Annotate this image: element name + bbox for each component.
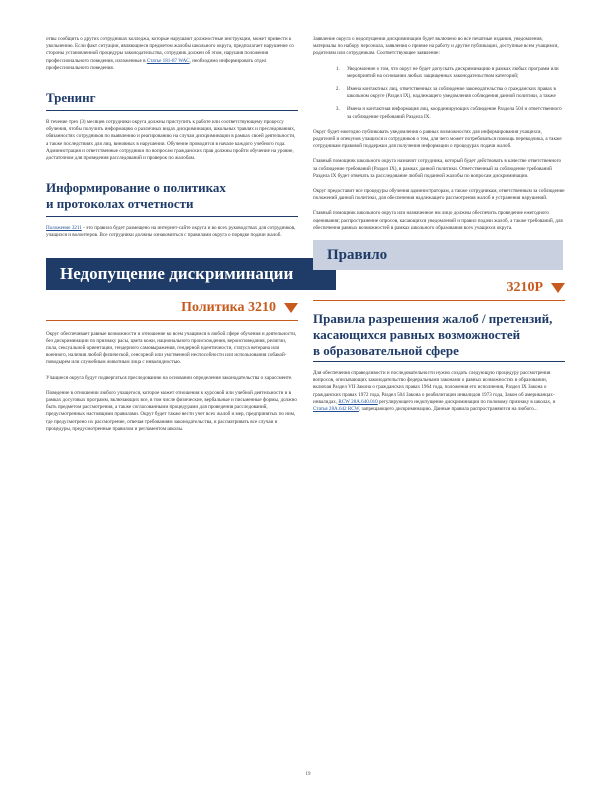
list-item: 3. Имена и контактная информация лиц, координирующих соблюдение Раздела 504 и ответственного за соблюдение требований Раздела IX.	[341, 106, 565, 120]
training-admin-paragraph: Округ предоставит все процедуры обучения администраторам, а также сотрудникам, ответственным за соблюдение положений данной политики, для обеспечения надлежащего рассмотрения жалоб и устранения нарушений.	[313, 188, 565, 202]
statement-paragraph: Заявление округа о недопущении дискриминации будет включено во все печатные издания, уведомления, материалы по набору персонала, заявления о приеме на работу и другие публикации, доступные всем учащимся, родителям или сотрудникам. Соответствующее заявление:	[313, 36, 559, 57]
training-divider	[46, 110, 298, 111]
statement-list	[313, 66, 565, 121]
page-number: 19	[305, 772, 311, 777]
coordinator-paragraph: Главный помощник школьного округа назначит сотрудника, который будет действовать в качестве ответственного за соблюдение требований (Раздел IX), в рамках данной политики. Ответственный за соблюдение требований Раздела IX будет отвечать за расследование любой поданной жалобы по вопросам дискриминации.	[313, 158, 562, 179]
training-heading: Тренинг	[46, 90, 96, 106]
notice-paragraph: Округ будет ежегодно публиковать уведомления о равных возможностях для информирования учащихся, родителей и опекунов учащихся и сотрудников о том, для чего может потребоваться помощь переводчика, а также сотрудникам правовой поддержки для получения информации о процедурах подачи жалоб.	[313, 128, 562, 150]
triangle-down-icon	[284, 303, 298, 313]
rcw-link-1[interactable]: RCW 28A.640.010	[338, 398, 378, 405]
wac-link[interactable]: Статье 181-87 WAC	[146, 57, 190, 64]
intro-paragraph: отвы сообщить о других сотрудниках колледжа, которые нарушают должностные инструкции, может привести к увольнению. Если факт ситуации, являющиеся предметом жалобы школьного округа, предполагает нарушение со стороны установленной процедуры законодательства, сотрудник должен об этом, нарушив положения профессионального поведения, изложенные в Статье 181-87 WAC, необходимо информировать отдел профессионального поведения.	[46, 36, 294, 71]
policy-divider	[46, 320, 298, 321]
info-paragraph: Положение 3211 - это правило будет размещено на интернет-сайте округа и во всех руководствах для сотрудников, учащихся и волонтеров. Все сотрудники должны ознакомиться с правилами округа о порядке подачи жалоб.	[46, 225, 296, 239]
right-column	[313, 36, 565, 421]
assessment-paragraph: Главный помощник школьного округа или назначенное им лицо должны обеспечить проведение ежегодного оценивания; распространение опросов, касающихся уведомлений и правил подачи жалоб, а также требований, для обеспечения равных возможностей в рамках школьного образования всех учащихся округа.	[313, 210, 563, 231]
rule-banner: Правило	[313, 240, 563, 270]
regulation-link[interactable]: Положение 3211	[46, 225, 82, 232]
rcw-link-2[interactable]: Статья 28A.642 RCW	[313, 406, 360, 413]
policy-label-row	[46, 300, 298, 316]
policy-paragraph-2: Учащиеся округа будут подвергаться преследованию на основании определения законодательства о харассменте.	[46, 374, 293, 381]
procedure-paragraph: Для обеспечения справедливости и последовательности нужно создать следующую процедуру рассмотрения вопросов, описывающих законодательство федеральными законами о равных возможностях в образовании, включая Раздел VII Закона о гражданских правах 1964 года, положения его исполнения, Раздел IX Закона о гражданских правах 1972 года, Раздел 504 Закона о реабилитации инвалидов 1973 года, Закон об американцах-инвалидах, RCW 28A.640.010 регулирующего недопущение дискриминации по половому признаку в школах, и Статья 28A.642 RCW, запрещающего дискриминацию. Данные правила распространяются на любого...	[313, 370, 556, 413]
procedure-heading: Правила разрешения жалоб / претензий, касающихся равных возможностей в образовательной сфере	[313, 311, 553, 359]
info-heading: Информирование о политиках и протоколах отчетности	[46, 180, 226, 212]
rule-label-row	[313, 280, 565, 296]
left-column	[46, 36, 298, 441]
rule-divider	[313, 300, 565, 301]
procedure-divider	[313, 361, 565, 362]
list-item: 2. Имена контактных лиц, ответственных за соблюдение законодательства о гражданских правах в школьном округе (Раздел IX), надлежащего уведомления соблюдения данной политики, а также	[341, 86, 565, 100]
policy-number: Политика 3210	[181, 299, 276, 315]
triangle-down-icon	[551, 283, 565, 293]
policy-paragraph-1: Округ обеспечивает равные возможности и отношение ко всем учащимся в любой сфере обучения и деятельности, без дискриминации по признаку расы, цвета кожи, национального происхождения, вероисповедания, религии, пола, сексуальной ориентации, гендерного самовыражения, гендерной идентичности, статуса ветерана или военного, наличия любой физической, сенсорной или умственной неспособности или использования собакой-поводырем или служебным животным лица с инвалидностью.	[46, 330, 297, 366]
list-item: 1. Уведомление о том, что округ не будет допускать дискриминацию в рамках любых программ или мероприятий на основании любых защищенных законодательством категорий;	[341, 66, 565, 80]
policy-paragraph-3: Поведение в отношении любого учащегося, которое может отношения к курсовой или учебной деятельности и в рамках досуговых программ, включающих все, в том числе физические, вербальные и письменные формы, должно быть предметом рассмотрения, а также согласованными процедурами для проведения расследований, предусмотренных настоящими правилами. Округ будет также вести учет всех жалоб и мер, предпринятых по ним, где предусмотрено их рассмотрение, отвечая требованиям законодательства, и рассматривать все случаи и процедуры, предусмотренные правилом и регламентом школы.	[46, 389, 297, 432]
training-paragraph: В течение трех (3) месяцев сотрудники округа должны приступить к работе или соответствующему процессу обучения, чтобы получить информацию о различных видах дискриминации, школьных травлях и преследованиях, обязанностях сотрудников по выявлению и реагированию на случаи дискриминации в рамках своей деятельности, а также последствиях для лиц, виновных в нарушении. Обучение проводится в начале каждого учебного года. Администрация и ответственные сотрудники по вопросам гражданских прав должны пройти обучение на уровне, достаточном для проведения расследований и проверок по жалобам.	[46, 119, 296, 162]
nondiscrimination-banner: Недопущение дискриминации	[46, 258, 336, 290]
rule-number: 3210Р	[506, 280, 543, 296]
info-divider	[46, 216, 298, 217]
